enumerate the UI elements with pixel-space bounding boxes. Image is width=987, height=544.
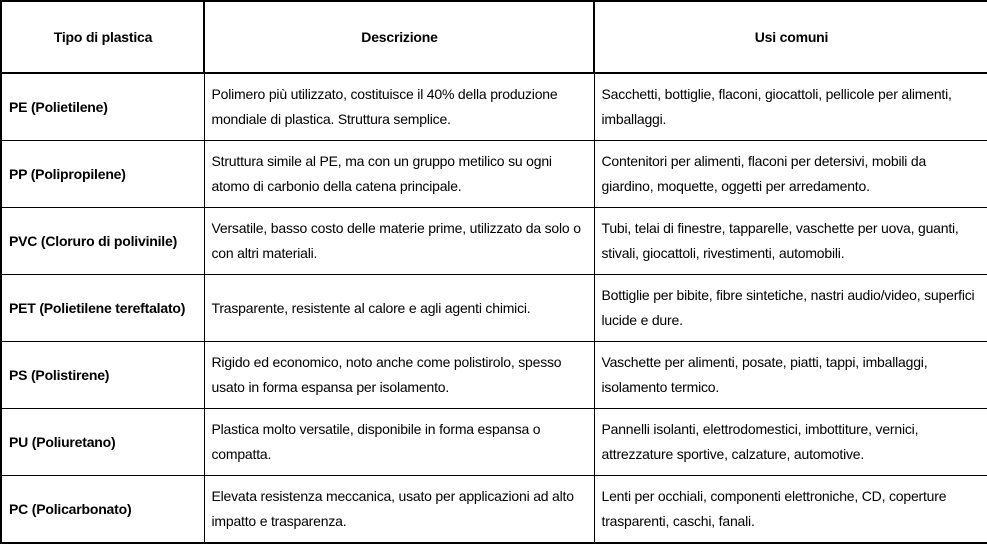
tipo-cell: PU (Poliuretano) [1,409,204,476]
tipo-cell: PE (Polietilene) [1,73,204,141]
usi-cell: Tubi, telai di finestre, tapparelle, vaschette per uova, guanti, stivali, giocattoli, rivestimenti, automobili. [594,208,987,275]
usi-cell: Lenti per occhiali, componenti elettroniche, CD, coperture trasparenti, caschi, fanali. [594,476,987,544]
table-row-ps [1,342,987,409]
usi-cell: Bottiglie per bibite, fibre sintetiche, nastri audio/video, superfici lucide e dure. [594,275,987,342]
header-usi-comuni: Usi comuni [594,1,987,73]
table-row-pp [1,141,987,208]
tipo-cell: PP (Polipropilene) [1,141,204,208]
tipo-cell: PS (Polistirene) [1,342,204,409]
usi-cell: Vaschette per alimenti, posate, piatti, tappi, imballaggi, isolamento termico. [594,342,987,409]
table-row-pvc [1,208,987,275]
table-row-pet [1,275,987,342]
usi-cell: Sacchetti, bottiglie, flaconi, giocattoli, pellicole per alimenti, imballaggi. [594,73,987,141]
table-row-pe [1,73,987,141]
tipo-cell: PVC (Cloruro di polivinile) [1,208,204,275]
descrizione-cell: Elevata resistenza meccanica, usato per applicazioni ad alto impatto e trasparenza. [204,476,594,544]
descrizione-cell: Plastica molto versatile, disponibile in forma espansa o compatta. [204,409,594,476]
tipo-cell: PC (Policarbonato) [1,476,204,544]
header-descrizione: Descrizione [204,1,594,73]
table-header-row [1,1,987,73]
descrizione-cell: Rigido ed economico, noto anche come polistirolo, spesso usato in forma espansa per isolamento. [204,342,594,409]
descrizione-cell: Trasparente, resistente al calore e agli agenti chimici. [204,275,594,342]
header-tipo-di-plastica: Tipo di plastica [1,1,204,73]
usi-cell: Contenitori per alimenti, flaconi per detersivi, mobili da giardino, moquette, oggetti per arredamento. [594,141,987,208]
descrizione-cell: Struttura simile al PE, ma con un gruppo metilico su ogni atomo di carbonio della catena principale. [204,141,594,208]
table-row-pc [1,476,987,544]
descrizione-cell: Versatile, basso costo delle materie prime, utilizzato da solo o con altri materiali. [204,208,594,275]
descrizione-cell: Polimero più utilizzato, costituisce il 40% della produzione mondiale di plastica. Struttura semplice. [204,73,594,141]
table-row-pu [1,409,987,476]
usi-cell: Pannelli isolanti, elettrodomestici, imbottiture, vernici, attrezzature sportive, calzature, automotive. [594,409,987,476]
tipo-cell: PET (Polietilene tereftalato) [1,275,204,342]
